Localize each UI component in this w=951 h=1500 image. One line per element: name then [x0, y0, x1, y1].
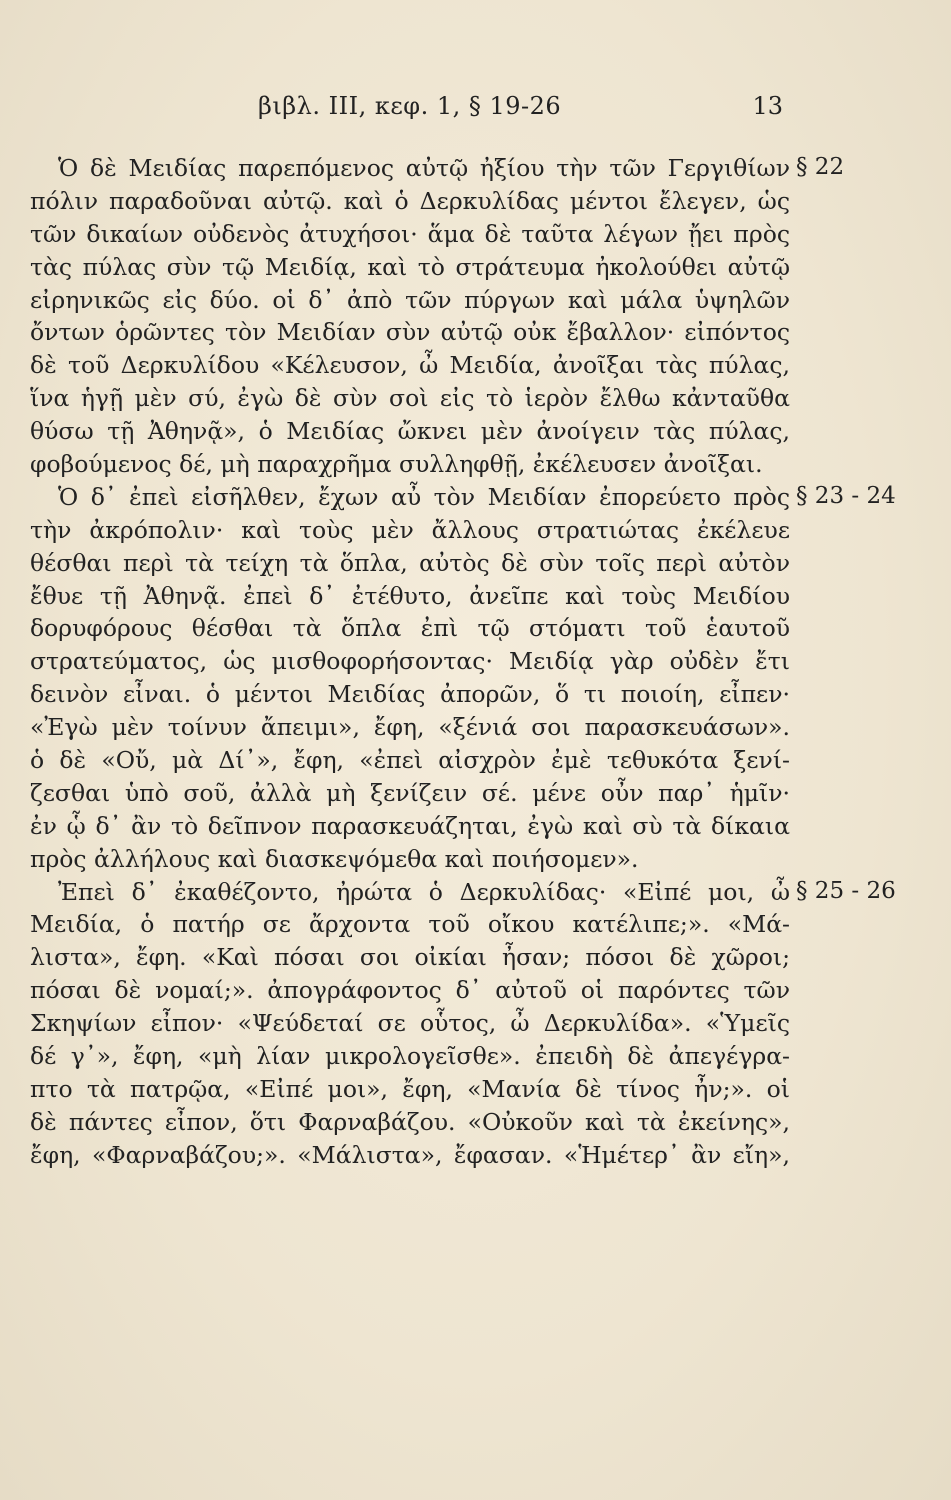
- text-line: θέσθαι περὶ τὰ τείχη τὰ ὅπλα, αὐτὸς δὲ σὺν τοῖς περὶ αὐτὸν: [30, 548, 790, 577]
- text-line: Ὁ δ᾽ ἐπεὶ εἰσῆλθεν, ἔχων αὖ τὸν Μειδίαν ἐπορεύετο πρὸς: [58, 482, 790, 511]
- text-line: Ὁ δὲ Μειδίας παρεπόμενος αὐτῷ ἠξίου τὴν τῶν Γεργιθίων: [58, 154, 790, 182]
- text-line: ἐν ᾧ δ᾽ ἂν τὸ δεῖπνον παρασκευάζηται, ἐγὼ καὶ σὺ τὰ δίκαια: [30, 811, 790, 840]
- page-number: 13: [752, 92, 783, 120]
- text-line: δὲ πάντες εἶπον, ὅτι Φαρναβάζου. «Οὐκοῦν καὶ τὰ ἐκείνης»,: [30, 1107, 790, 1136]
- text-line: λιστα», ἔφη. «Καὶ πόσαι σοι οἰκίαι ἦσαν; πόσοι δὲ χῶροι;: [30, 943, 790, 972]
- text-line: δεινὸν εἶναι. ὁ μέντοι Μειδίας ἀπορῶν, ὅ τι ποιοίη, εἶπεν·: [30, 680, 790, 709]
- text-line: δορυφόρους θέσθαι τὰ ὅπλα ἐπὶ τῷ στόματι τοῦ ἑαυτοῦ: [30, 614, 790, 643]
- text-line: ἔθυε τῇ Ἀθηνᾷ. ἐπεὶ δ᾽ ἐτέθυτο, ἀνεῖπε καὶ τοὺς Μειδίου: [30, 581, 790, 610]
- text-line: ζεσθαι ὑπὸ σοῦ, ἀλλὰ μὴ ξενίζειν σέ. μένε οὖν παρ᾽ ἡμῖν·: [30, 778, 790, 807]
- text-line: Μειδία, ὁ πατήρ σε ἄρχοντα τοῦ οἴκου κατέλιπε;». «Μά-: [30, 910, 790, 939]
- text-line: δὲ τοῦ Δερκυλίδου «Κέλευσον, ὦ Μειδία, ἀνοῖξαι τὰς πύλας,: [30, 351, 790, 380]
- text-line: θύσω τῇ Ἀθηνᾷ», ὁ Μειδίας ὤκνει μὲν ἀνοίγειν τὰς πύλας,: [30, 417, 790, 446]
- text-line: Σκηψίων εἶπον· «Ψεύδεταί σε οὗτος, ὦ Δερκυλίδα». «Ὑμεῖς: [30, 1009, 790, 1038]
- text-line: εἰρηνικῶς εἰς δύο. οἱ δ᾽ ἀπὸ τῶν πύργων καὶ μάλα ὑψηλῶν: [30, 285, 790, 314]
- page-header: [0, 92, 951, 128]
- text-line: φοβούμενος δέ, μὴ παραχρῆμα συλληφθῇ, ἐκέλευσεν ἀνοῖξαι.: [30, 450, 763, 479]
- text-line: πρὸς ἀλλήλους καὶ διασκεψόμεθα καὶ ποιήσομεν».: [30, 844, 639, 873]
- margin-section-ref: § 23 - 24: [796, 483, 896, 509]
- margin-section-ref: § 25 - 26: [796, 877, 896, 904]
- text-line: ἔφη, «Φαρναβάζου;». «Μάλιστα», ἔφασαν. «Ἡμέτερ᾽ ἂν εἴη»,: [30, 1140, 790, 1169]
- text-line: στρατεύματος, ὡς μισθοφορήσοντας· Μειδίᾳ γὰρ οὐδὲν ἔτι: [30, 647, 790, 676]
- text-line: ὄντων ὁρῶντες τὸν Μειδίαν σὺν αὐτῷ οὐκ ἔβαλλον· εἰπόντος: [30, 318, 790, 347]
- text-line: «Ἐγὼ μὲν τοίνυν ἄπειμι», ἔφη, «ξένιά σοι παρασκευάσων».: [30, 713, 790, 742]
- text-line: ἵνα ἡγῇ μὲν σύ, ἐγὼ δὲ σὺν σοὶ εἰς τὸ ἱερὸν ἔλθω κἀνταῦθα: [30, 384, 790, 413]
- margin-section-ref: § 22: [796, 154, 845, 180]
- text-line: τῶν δικαίων οὐδενὸς ἀτυχήσοι· ἅμα δὲ ταῦτα λέγων ᾔει πρὸς: [30, 219, 790, 248]
- text-line: τὴν ἀκρόπολιν· καὶ τοὺς μὲν ἄλλους στρατιώτας ἐκέλευε: [30, 515, 790, 544]
- running-head: βιβλ. III, κεφ. 1, § 19-26: [258, 92, 562, 120]
- text-line: πτο τὰ πατρῷα, «Εἰπέ μοι», ἔφη, «Μανία δὲ τίνος ἦν;». οἱ: [30, 1074, 790, 1103]
- text-line: ὁ δὲ «Οὔ, μὰ Δί᾽», ἔφη, «ἐπεὶ αἰσχρὸν ἐμὲ τεθυκότα ξενί-: [30, 746, 790, 775]
- text-line: πόλιν παραδοῦναι αὐτῷ. καὶ ὁ Δερκυλίδας μέντοι ἔλεγεν, ὡς: [30, 186, 790, 215]
- text-line: Ἐπεὶ δ᾽ ἐκαθέζοντο, ἠρώτα ὁ Δερκυλίδας· «Εἰπέ μοι, ὦ: [58, 877, 790, 906]
- text-line: δέ γ᾽», ἔφη, «μὴ λίαν μικρολογεῖσθε». ἐπειδὴ δὲ ἀπεγέγρα-: [30, 1042, 790, 1071]
- text-line: πόσαι δὲ νομαί;». ἀπογράφοντος δ᾽ αὐτοῦ οἱ παρόντες τῶν: [30, 976, 790, 1005]
- text-line: τὰς πύλας σὺν τῷ Μειδίᾳ, καὶ τὸ στράτευμα ἠκολούθει αὐτῷ: [30, 252, 790, 281]
- body-text: [30, 152, 790, 1172]
